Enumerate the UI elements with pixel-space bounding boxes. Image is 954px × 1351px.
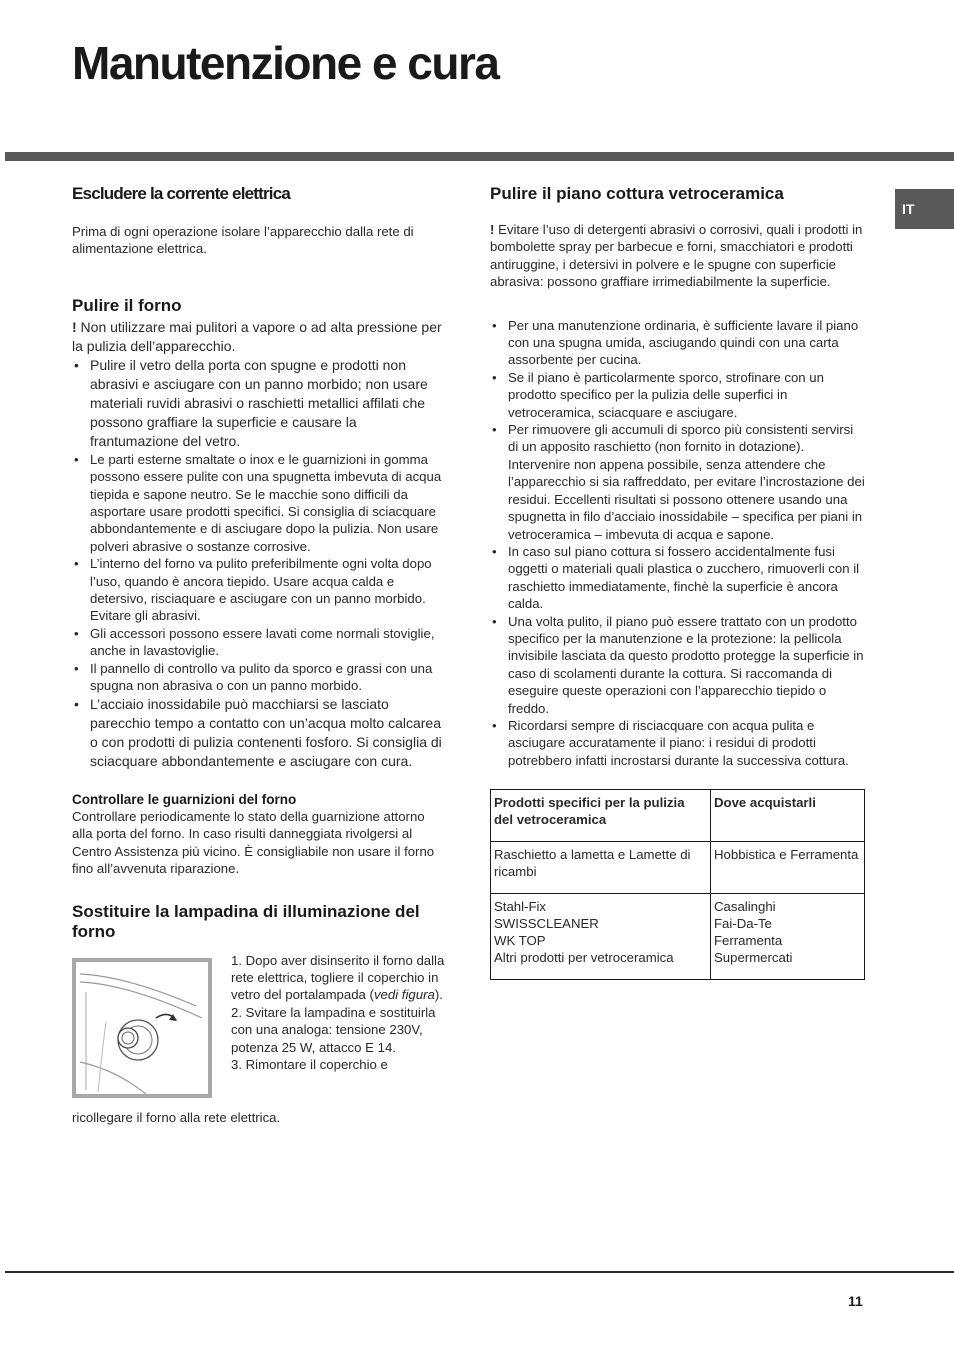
table-cell: Stahl-Fix SWISSCLEANER WK TOP Altri prodotti per vetroceramica — [491, 894, 711, 980]
list-item: • L’acciaio inossidabile può macchiarsi se lasciato parecchio tempo a contatto con un’acqua molto calcarea o con prodotti di pulizia contenenti fosforo. Si consiglia di sciacquare abbondantemente e asciugare con cura. — [72, 695, 448, 771]
warning-text: Non utilizzare mai pulitori a vapore o ad alta pressione per la pulizia dell’apparecchio. — [72, 318, 442, 354]
table-cell: Raschietto a lametta e Lamette di ricambi — [491, 842, 711, 894]
left-column — [72, 184, 448, 1125]
list-item: • Ricordarsi sempre di risciacquare con acqua pulita e asciugare accuratamente il piano: i residui di prodotti potrebbero infatti incrostarsi durante la successiva cottura. — [490, 717, 866, 769]
section-heading-gaskets: Controllare le guarnizioni del forno — [72, 791, 297, 807]
list-item: • Le parti esterne smaltate o inox e le guarnizioni in gomma possono essere pulite con una spugnetta imbevuta di acqua tiepida e sapone neutro. Se le macchie sono difficili da asportare usare prodotti specifici. Si consiglia di sciacquare abbondantemente e di asciugare dopo la pulizia. Non usare polveri abrasive o sostanze corrosive. — [72, 451, 448, 555]
table-header-cell: Dove acquistarli — [711, 790, 865, 842]
footer-divider — [5, 1271, 954, 1273]
table-cell: Casalinghi Fai-Da-Te Ferramenta Supermercati — [711, 894, 865, 980]
right-column — [490, 184, 866, 980]
section-body-gaskets: Controllare periodicamente lo stato della guarnizione attorno alla porta del forno. In caso risulti danneggiata rivolgersi al Centro Assistenza più vicino. È consigliabile non usare il forno fino all’avvenuta riparazione. — [72, 808, 435, 877]
products-table — [490, 789, 865, 980]
list-item: • In caso sul piano cottura si fossero accidentalmente fusi oggetti o materiali quali plastica o zucchero, rimuoverli con il raschietto immediatamente, finchè la superficie è ancora calda. — [490, 543, 866, 613]
warning-mark: ! — [490, 222, 495, 237]
lamp-steps — [231, 952, 448, 1074]
table-row — [491, 894, 865, 980]
section-body-power: Prima di ogni operazione isolare l’apparecchio dalla rete di alimentazione elettrica. — [72, 224, 414, 257]
lamp-step-3-continued: ricollegare il forno alla rete elettrica. — [72, 1109, 281, 1125]
oven-cleaning-list — [72, 356, 448, 771]
list-item: • Se il piano è particolarmente sporco, strofinare con un prodotto specifico per la pulizia delle superfici in vetroceramica, sciacquare e asciugare. — [490, 369, 866, 421]
hob-cleaning-list — [490, 317, 866, 770]
list-item: • Una volta pulito, il piano può essere trattato con un prodotto specifico per la manutenzione e la protezione: la pellicola invisibile lasciata da questo prodotto protegge la superficie in caso di scolamenti durante la cottura. Si raccomanda di eseguire queste operazioni con l’apparecchio tiepido o freddo. — [490, 613, 866, 717]
page-title: Manutenzione e cura — [72, 37, 499, 89]
lamp-figure — [72, 958, 212, 1098]
page-number: 11 — [848, 1293, 863, 1309]
list-item: • L’interno del forno va pulito preferibilmente ogni volta dopo l’uso, quando è ancora tiepido. Usare acqua calda e detersivo, risciaquare e asciugare con un panno morbido. Evitare gli abrasivi. — [72, 555, 448, 625]
lamp-step-1: 1. Dopo aver disinserito il forno dalla rete elettrica, togliere il coperchio in vetro del portalampada (vedi figura). — [231, 952, 445, 1003]
section-heading-hob: Pulire il piano cottura vetroceramica — [490, 184, 784, 203]
section-heading-power: Escludere la corrente elettrica — [72, 184, 291, 203]
lamp-step-2: 2. Svitare la lampadina e sostituirla con una analoga: tensione 230V, potenza 25 W, attacco E 14. — [231, 1004, 436, 1055]
section-heading-lamp: Sostituire la lampadina di illuminazione del forno — [72, 901, 420, 941]
table-header-row — [491, 790, 865, 842]
list-item: • Per rimuovere gli accumuli di sporco più consistenti servirsi di un apposito raschietto (non fornito in dotazione). Intervenire non appena possibile, senza attendere che l’apparecchio si sia raffreddato, per evitare l’incrostazione dei residui. Eccellenti risultati si possono ottenere usando una spugnetta in filo d’acciaio inossidabile – specifica per piani in vetroceramica – imbevuta di acqua e sapone. — [490, 421, 866, 543]
lamp-section — [72, 952, 448, 1125]
list-item: • Il pannello di controllo va pulito da sporco e grassi con una spugna non abrasiva o con un panno morbido. — [72, 660, 448, 695]
table-header-cell: Prodotti specifici per la pulizia del vetroceramica — [491, 790, 711, 842]
header-divider — [5, 152, 954, 161]
lamp-step-3: 3. Rimontare il coperchio e — [231, 1056, 388, 1072]
warning-oven — [72, 318, 448, 356]
warning-text: Evitare l’uso di detergenti abrasivi o corrosivi, quali i prodotti in bombolette spray per barbecue e forni, smacchiatori e prodotti antiruggine, i detersivi in polvere e le spugne con superficie abrasiva: possono graffiare irrimediabilmente la superficie. — [490, 222, 863, 290]
warning-mark: ! — [72, 318, 77, 335]
oven-lamp-illustration — [76, 962, 208, 1094]
section-heading-oven: Pulire il forno — [72, 295, 182, 315]
list-item: • Pulire il vetro della porta con spugne e prodotti non abrasivi e asciugare con un panno morbido; non usare materiali ruvidi abrasivi o raschietti metallici affilati che possono graffiare la superficie e causare la frantumazione del vetro. — [72, 356, 448, 451]
warning-hob — [490, 221, 866, 291]
list-item: • Gli accessori possono essere lavati come normali stoviglie, anche in lavastoviglie. — [72, 625, 448, 660]
table-row — [491, 842, 865, 894]
language-tab: IT — [895, 189, 954, 229]
list-item: • Per una manutenzione ordinaria, è sufficiente lavare il piano con una spugna umida, asciugando quindi con una carta assorbente per cucina. — [490, 317, 866, 369]
table-cell: Hobbistica e Ferramenta — [711, 842, 865, 894]
